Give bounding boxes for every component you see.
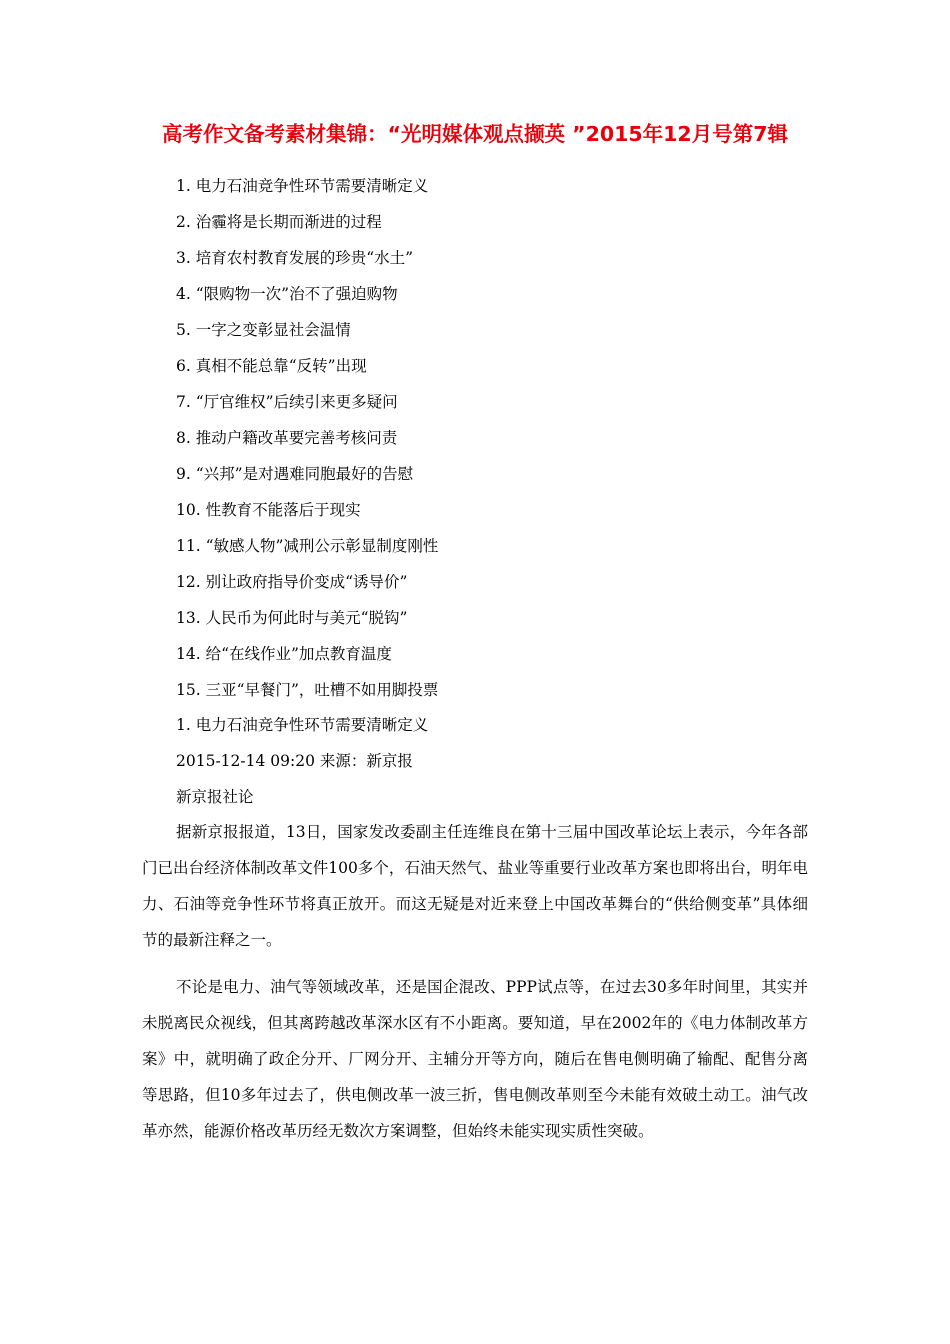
article-date-source: 2015-12-14 09:20 来源：新京报 xyxy=(176,752,413,770)
article-byline: 新京报社论 xyxy=(176,788,254,806)
document-title: 高考作文备考素材集锦：“光明媒体观点撷英 ”2015年12月号第7辑 xyxy=(162,122,788,146)
article-heading: 1. 电力石油竞争性环节需要清晰定义 xyxy=(176,716,429,734)
toc-item: 14. 给“在线作业”加点教育温度 xyxy=(176,645,392,663)
toc-item: 4. “限购物一次”治不了强迫购物 xyxy=(176,285,398,303)
toc-item: 1. 电力石油竞争性环节需要清晰定义 xyxy=(176,177,429,195)
toc-item: 7. “厅官维权”后续引来更多疑问 xyxy=(176,393,398,411)
toc-item: 6. 真相不能总靠“反转”出现 xyxy=(176,357,367,375)
article-paragraph: 不论是电力、油气等领域改革，还是国企混改、PPP试点等，在过去30多年时间里，其实并未脱离民众视线，但其离跨越改革深水区有不小距离。要知道，早在2002年的《电力体制改革方案》中，就明确了政企分开、厂网分开、主辅分开等方向，随后在售电侧明确了输配、配售分离等思路，但10多年过去了，供电侧改革一波三折，售电侧改革则至今未能有效破土动工。油气改革亦然，能源价格改革历经无数次方案调整，但始终未能实现实质性突破。 xyxy=(142,978,808,1140)
toc-item: 9. “兴邦”是对遇难同胞最好的告慰 xyxy=(176,465,414,483)
toc-item: 11. “敏感人物”减刑公示彰显制度刚性 xyxy=(176,537,439,555)
table-of-contents xyxy=(176,172,438,712)
toc-item: 10. 性教育不能落后于现实 xyxy=(176,501,361,519)
article-paragraph: 据新京报报道，13日，国家发改委副主任连维良在第十三届中国改革论坛上表示，今年各部门已出台经济体制改革文件100多个，石油天然气、盐业等重要行业改革方案也即将出台，明年电力、石油等竞争性环节将真正放开。而这无疑是对近来登上中国改革舞台的“供给侧变革”具体细节的最新注释之一。 xyxy=(142,823,808,949)
toc-item: 3. 培育农村教育发展的珍贵“水土” xyxy=(176,249,414,267)
toc-item: 2. 治霾将是长期而渐进的过程 xyxy=(176,213,382,231)
toc-item: 12. 别让政府指导价变成“诱导价” xyxy=(176,573,408,591)
toc-item: 5. 一字之变彰显社会温情 xyxy=(176,321,351,339)
toc-item: 13. 人民币为何此时与美元“脱钩” xyxy=(176,609,408,627)
toc-item: 8. 推动户籍改革要完善考核问责 xyxy=(176,429,398,447)
toc-item: 15. 三亚“早餐门”，吐槽不如用脚投票 xyxy=(176,681,439,699)
